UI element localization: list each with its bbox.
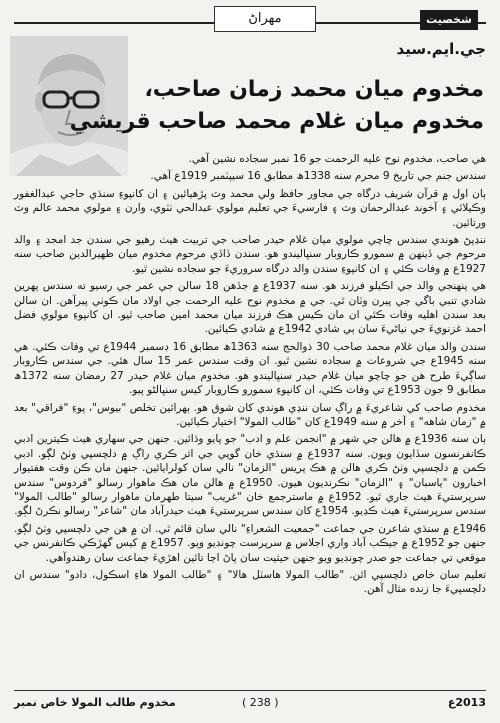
- magazine-logo: مهراڻ: [214, 6, 316, 32]
- page-header: [14, 6, 486, 32]
- page-footer: [14, 694, 486, 714]
- body-paragraph: ٻان اول ۾ قرآن شريف درگاه جي مجاور حافظ ولي محمد وٽ پڙهيائين ۽ ان کانپوءِ سنڌي حاجي عبدالغفور وڪيلائي ۽ آخوند عبدالرحمان وٽ ۽ فارسيءَ جي تعليم مولوي عبدالحي ٺٽوي، وارن ۽ مولوي محمد عالم وٽ ورتائين.: [14, 187, 486, 229]
- footer-publication: مخدوم طالب المولا خاص نمبر: [14, 696, 176, 709]
- body-paragraph: مخدوم صاحب کي شاعريءَ ۾ راڳ سان ننڍي هوندي کان شوق هو. ٻهرائين تخلص "بيوس"، پوءِ "فراقي" بعد ۾ "زمان شاهه" ۽ آخر ۾ سنه 1949ع کان "طالب المولا" اختيار ڪيائين.: [14, 401, 486, 428]
- article-title-line-2: مخدوم ميان غلام محمد صاحب قريشي: [69, 109, 484, 134]
- body-paragraph: سندن والد ميان غلام محمد صاحب 30 ذوالحج سنه 1363ھ مطابق 16 ڊسمبر 1944ع تي وفات ڪئي. هي سنه 1945ع جي شروعات ۾ سجاده نشين ٿيو. ان وقت سندس عمر 15 سال هئي. جي سندس ڪاروبار ساڳيءَ طرح هن جو چاچو ميان غلام حيدر سنڀاليندو هو. مخدوم ميان غلام حيدر 27 رمضان سنه 1372ھ مطابق 9 جون 1953ع تي وفات ڪئي، ان کانپوءِ سمورو ڪاروبار کيس سنڀالڻو پيو.: [14, 340, 487, 397]
- body-paragraph: تعليم سان خاص دلچسپي اٿن. "طالب المولا هاسٽل هالا" ۽ "طالب المولا هاءِ اسڪول، دادو" سندس ان دلچسپيءَ جا زنده مثال آهن.: [14, 568, 486, 596]
- body-paragraph: هي پنهنجي والد جي اڪيلو فرزند هو. سنه 1937ع ۾ جڏهن 18 سالن جي عمر جي رسيو ته سندس پهرين شادي تنبي باگي جي پيرن وٽان ٿي. جي ۾ مخدوم نوح عليه الرحمت جي اولاد مان ڪوٺي پيرآهن. ان سالن بعد سندن اهليه وفات ڪئي ان مان ڪيس هڪ فرزند ميان محمد امين صاحب ٿيو. ان کانپوءِ مولوي فضل احمد غزنويءَ جي نياڻيءَ سان ٻي شادي 1942ع ۾ شادي ڪيائين.: [14, 280, 486, 336]
- body-paragraph: ننڍپڻ هوندي سندس چاچي مولوي ميان غلام حيدر صاحب جي تربيت هيٺ رهيو جي سندن جد امجد ۽ والد مرحوم جي ڏينهن ۾ سمورو ڪاروبار سنڀاليندو هو. سندن ڏاڏي مرحوم مخدوم ميان ظهيرالدين صاحب سنه 1927ع ۾ وفات ڪئي ۽ ان کانپوءِ سندن والد درگاه سروريءَ جو سجاده نشين ٿيو.: [14, 234, 486, 275]
- footer-page-number: ( 238 ): [242, 696, 279, 709]
- article-body: [14, 152, 486, 600]
- footer-rule: [14, 690, 486, 691]
- body-paragraph: 1946ع ۾ سنڌي شاعرن جي جماعت "جمعيت الشعراءِ" نالي سان قائم ٿي. ان ۾ هن جي دلچسپي وٺڻ لڳو. جنهن جو 1952ع ۾ جيڪب آباد واري اجلاس ۾ سرپرست چونڊيو ويو. 1957ع ۾ کيس گهڙڪي ڪانفرنس جي موقعي تي جماعت جو صدر چونڊيو ويو جنهن حيثيت سان پاڻ اڄا تائين اهڙيءَ جماعت سان رهندوآهي.: [14, 522, 486, 564]
- body-paragraph: ٻان سنه 1936ع ۾ هالن جي شهر ۾ "انجمن علم و ادب" جو پايو وڌائين. جنهن جي سهاري هيٺ ڪيترين ادبي ڪانفرنسون سڏايون ويون. سنه 1937ع ۾ سنڌي خان گوپي جي اثر ڪري راڳ ۾ دلچسپي وٺڻ لڳو. ادبي ڪمن ۾ دلچسپي وٺڻ ڪري هالن ۾ هڪ پريس "الزمان" نالي سان کولرايائين. جنهن مان ڪن وقت هفتيوار اخبارون "ياسبان" ۽ "الزمان" نڪرنديون هيون. 1950ع ۾ هالن مان هڪ ماهوار رسالو "فردوس" سندس سرپرستيءَ هيٺ جاري ٿيو. 1952ع ۾ ماسترجمع خان "غريب" سيتا طهرمان ماهوار رسالو "طالب المولا" سندس سرپرستيءَ هيٺ ڪڍيو. 1954ع کان سندس سرپرستيءَ هيٺ حيدرآباد مان "شاعر" رسالو نڪرڻ لڳو.: [14, 433, 487, 518]
- body-paragraph: سندس جنم جي تاريخ 9 محرم سنه 1338ھ مطابق 16 سيپٽمبر 1919ع آهي.: [150, 170, 486, 183]
- footer-year: 2013ع: [447, 696, 486, 709]
- article-title-line-1: مخدوم ميان محمد زمان صاحب،: [144, 77, 484, 102]
- author-name: جي.ايم.سيد: [396, 40, 486, 58]
- section-tag: شخصيت: [420, 10, 478, 30]
- body-paragraph: هي صاحب، مخدوم نوح عليه الرحمت جو 16 نمبر سجاده نشين آهي.: [188, 153, 486, 165]
